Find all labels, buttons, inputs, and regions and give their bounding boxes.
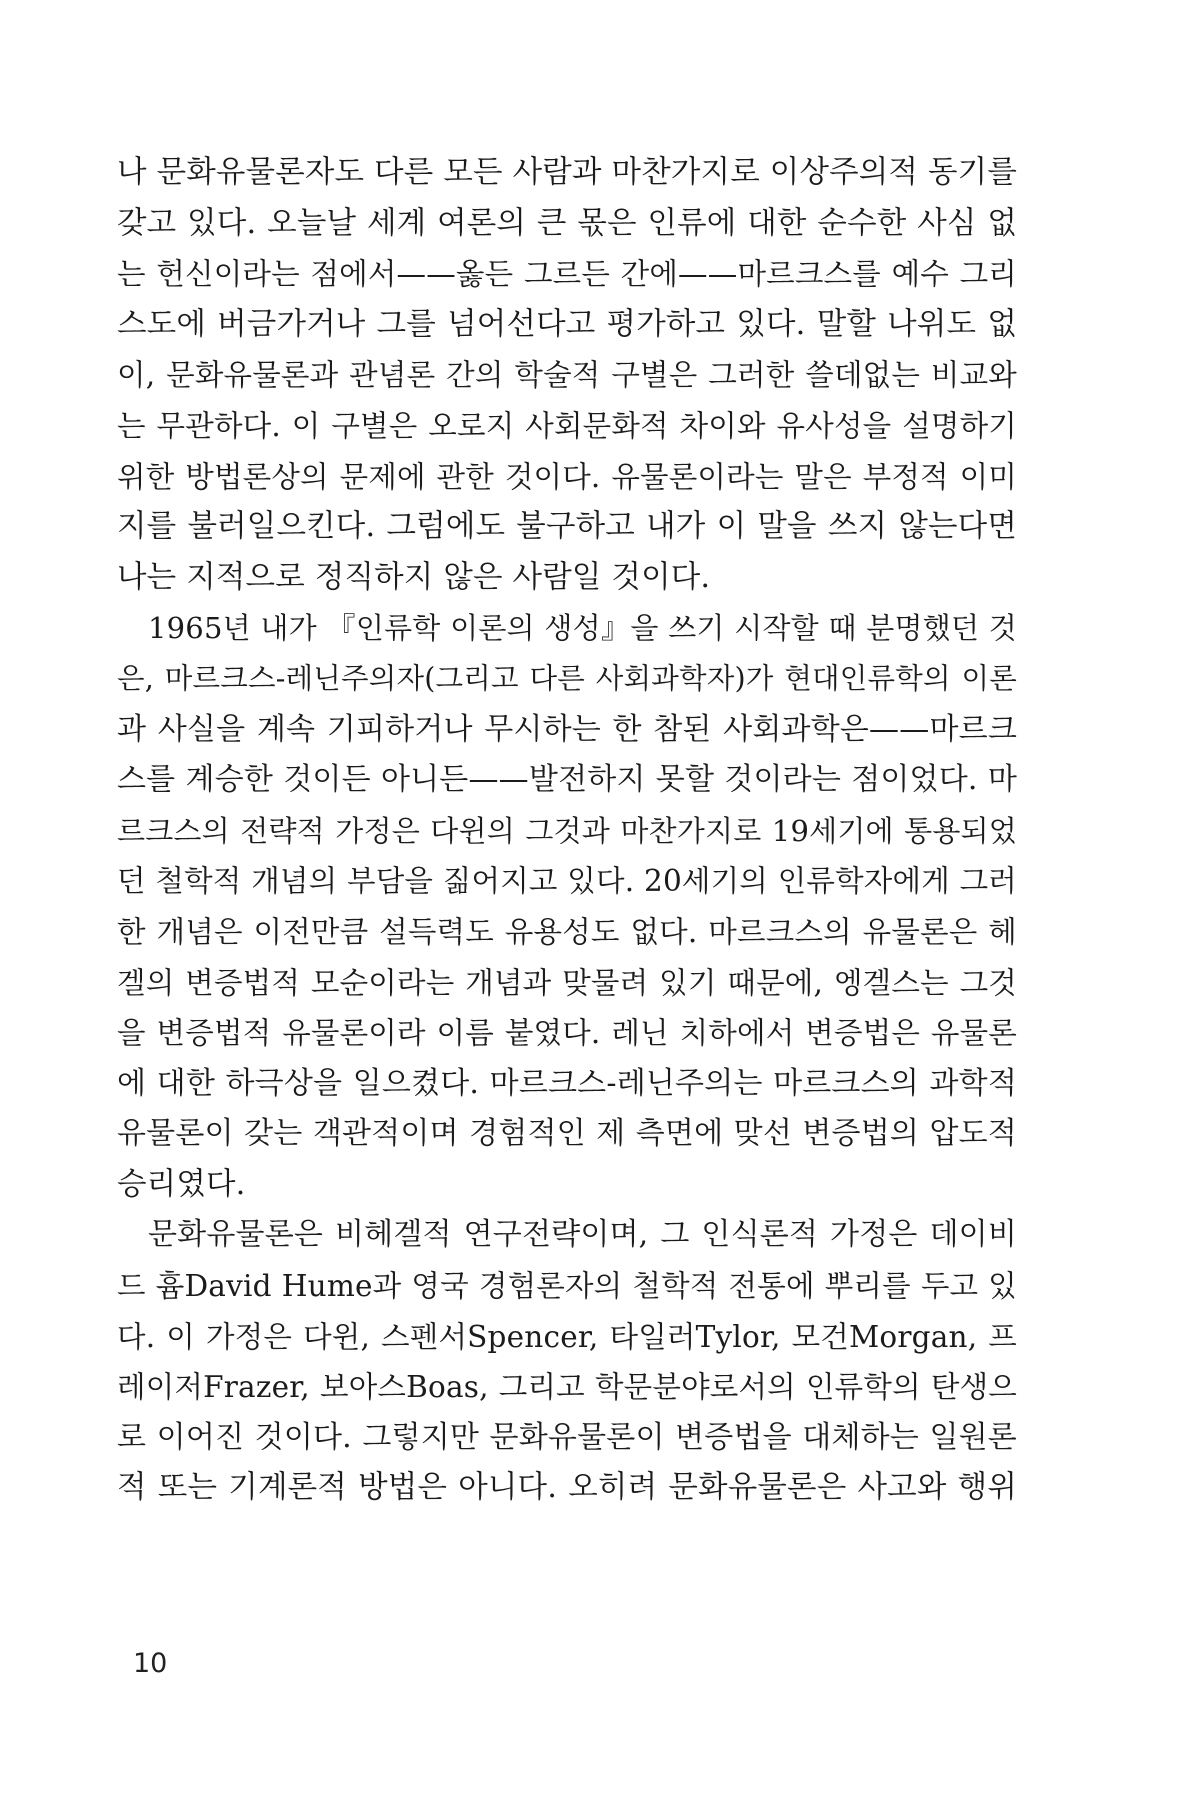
text-line: 스를 계승한 것이든 아니든——발전하지 못할 것이라는 점이었다. 마	[117, 762, 1017, 798]
body-text	[117, 148, 1017, 1514]
text-line: 다. 이 가정은 다윈, 스펜서Spencer, 타일러Tylor, 모건Morgan, 프	[117, 1319, 1017, 1354]
text-line: 유물론이 갖는 객관적이며 경험적인 제 측면에 맞선 변증법의 압도적	[117, 1116, 1017, 1152]
text-line: 을 변증법적 유물론이라 이름 붙였다. 레닌 치하에서 변증법은 유물론	[117, 1016, 1017, 1051]
text-line: 문화유물론은 비헤겔적 연구전략이며, 그 인식론적 가정은 데이비	[148, 1217, 1017, 1253]
text-line: 은, 마르크스-레닌주의자(그리고 다른 사회과학자)가 현대인류학의 이론	[117, 661, 1017, 695]
text-line: 위한 방법론상의 문제에 관한 것이다. 유물론이라는 말은 부정적 이미	[117, 459, 1017, 494]
text-line: 이, 문화유물론과 관념론 간의 학술적 구별은 그러한 쓸데없는 비교와	[117, 358, 1017, 393]
text-line: 스도에 버금가거나 그를 넘어선다고 평가하고 있다. 말할 나위도 없	[117, 306, 1017, 342]
text-line: 승리였다.	[117, 1166, 246, 1202]
text-line: 던 철학적 개념의 부담을 짊어지고 있다. 20세기의 인류학자에게 그러	[117, 864, 1017, 899]
text-line: 레이저Frazer, 보아스Boas, 그리고 학문분야로서의 인류학의 탄생으	[117, 1370, 1017, 1405]
paragraph-2	[117, 603, 1017, 1210]
text-line: 1965년 내가 『인류학 이론의 생성』을 쓰기 시작할 때 분명했던 것	[148, 611, 1017, 646]
text-line: 드 흄David Hume과 영국 경험론자의 철학적 전통에 뿌리를 두고 있	[117, 1269, 1017, 1304]
text-line: 나는 지적으로 정직하지 않은 사람일 것이다.	[117, 559, 711, 595]
text-line: 과 사실을 계속 기피하거나 무시하는 한 참된 사회과학은——마르크	[117, 711, 1017, 747]
text-line: 로 이어진 것이다. 그렇지만 문화유물론이 변증법을 대체하는 일원론	[117, 1419, 1017, 1455]
text-line: 적 또는 기계론적 방법은 아니다. 오히려 문화유물론은 사고와 행위	[117, 1470, 1017, 1506]
text-line: 한 개념은 이전만큼 설득력도 유용성도 없다. 마르크스의 유물론은 헤	[117, 914, 1017, 949]
text-line: 는 무관하다. 이 구별은 오로지 사회문화적 차이와 유사성을 설명하기	[117, 408, 1017, 443]
page-number: 10	[133, 1648, 168, 1679]
text-line: 갖고 있다. 오늘날 세계 여론의 큰 몫은 인류에 대한 순수한 사심 없	[117, 205, 1017, 241]
text-line: 에 대한 하극상을 일으켰다. 마르크스-레닌주의는 마르크스의 과학적	[117, 1065, 1017, 1101]
text-line: 나 문화유물론자도 다른 모든 사람과 마찬가지로 이상주의적 동기를	[117, 155, 1017, 190]
text-line: 겔의 변증법적 모순이라는 개념과 맞물려 있기 때문에, 엥겔스는 그것	[117, 965, 1017, 1000]
text-line: 지를 불러일으킨다. 그럼에도 불구하고 내가 이 말을 쓰지 않는다면	[117, 509, 1017, 545]
paragraph-1	[117, 148, 1017, 603]
text-line: 는 헌신이라는 점에서——옳든 그르든 간에——마르크스를 예수 그리	[117, 257, 1017, 292]
paragraph-3	[117, 1210, 1017, 1514]
text-line: 르크스의 전략적 가정은 다윈의 그것과 마찬가지로 19세기에 통용되었	[117, 813, 1017, 848]
